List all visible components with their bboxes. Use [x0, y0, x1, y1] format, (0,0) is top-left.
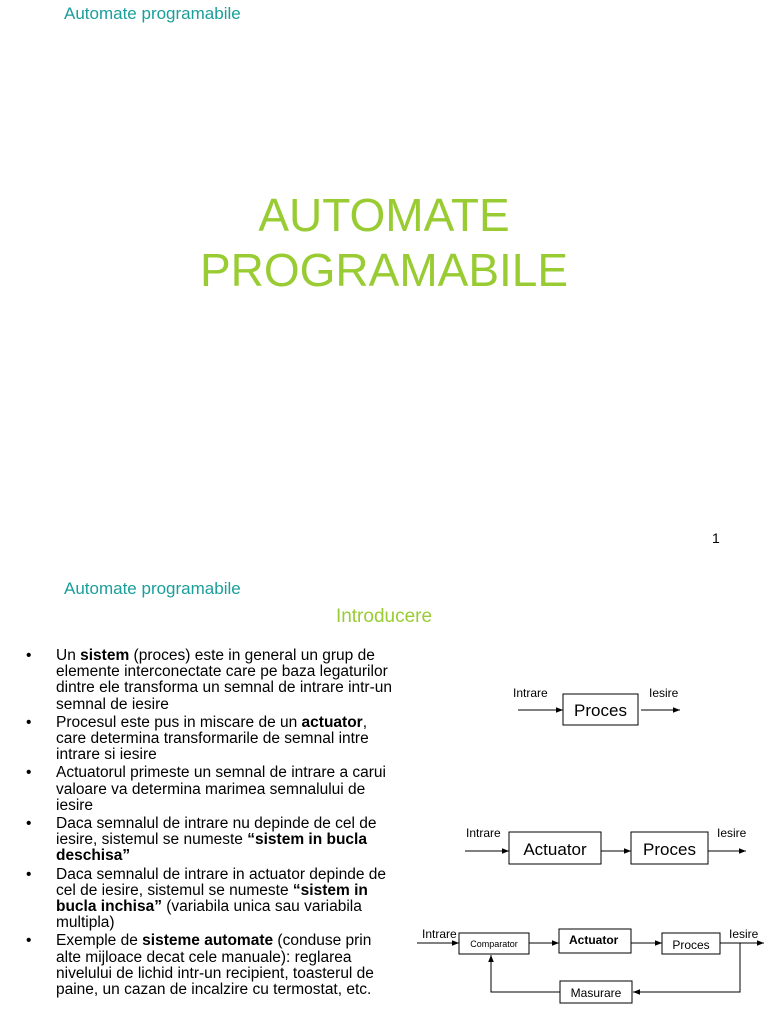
diagram1-process-label: Proces: [574, 701, 627, 720]
diagram-open-loop: [465, 826, 747, 864]
bullet-bold-text: “sistem in bucla deschisa”: [56, 831, 367, 865]
page-number: 1: [712, 530, 720, 546]
block-diagrams: [0, 560, 768, 1024]
diagram3-actuator-label: Actuator: [569, 933, 619, 947]
bullet-text: Actuatorul primeste un semnal de intrare a carui valoare va determina marimea semnalului de iesire: [56, 764, 386, 814]
diagram2-output-label: Iesire: [717, 826, 747, 840]
bullet-text: (variabila unica sau variabila multipla): [56, 898, 362, 932]
bullet-text: Procesul este pus in miscare de un: [56, 713, 302, 731]
diagram3-comparator-label: Comparator: [470, 939, 518, 949]
bullet-symbol: •: [26, 815, 32, 833]
bullet-text: , care determina transformarile de semnal intre intrare si iesire: [56, 713, 369, 764]
diagram1-input-label: Intrare: [513, 686, 548, 700]
bullet-text: (proces) este in general un grup de elemente interconectate care pe baza legaturilor dintre ele transforma un semnal de intrare intr-un semnal de iesire: [56, 647, 392, 713]
bullet-symbol: •: [26, 865, 32, 883]
bullet-text: Un: [56, 647, 81, 664]
diagram2-actuator-label: Actuator: [523, 840, 587, 859]
title-line-1: AUTOMATE: [258, 189, 510, 241]
bullet-text: Daca semnalul de intrare nu depinde de cel de iesire, sistemul se numeste: [56, 815, 377, 849]
diagram3-feedback-arrow-out: [491, 955, 560, 992]
bullet-text: Exemple de: [56, 932, 143, 950]
diagram2-process-label: Proces: [643, 840, 696, 859]
diagram3-input-label: Intrare: [422, 927, 457, 941]
slide-title: [0, 188, 768, 298]
diagram2-input-label: Intrare: [466, 826, 501, 840]
diagram3-measure-label: Masurare: [570, 986, 622, 1000]
bullet-symbol: •: [26, 764, 32, 782]
title-line-2: PROGRAMABILE: [199, 244, 569, 296]
slide-2: [0, 560, 768, 1024]
diagram-process: [513, 686, 680, 725]
slide-header: Automate programabile: [64, 4, 241, 23]
bullet-bold-text: “sistem in bucla inchisa”: [56, 881, 368, 916]
slide-header: Automate programabile: [64, 579, 241, 598]
bullet-text: (conduse prin alte mijloace decat cele manuale): reglarea nivelului de lichid intr-un recipient, toasterul de paine, un cazan de incalzire cu termostat, etc.: [56, 932, 374, 999]
slide-subtitle: Introducere: [335, 606, 433, 627]
bullet-symbol: •: [26, 713, 32, 731]
bullet-bold-text: actuator: [301, 713, 363, 731]
bullet-bold-text: sisteme automate: [142, 932, 274, 950]
bullet-bold-text: sistem: [80, 647, 130, 664]
diagram1-output-label: Iesire: [649, 686, 679, 700]
diagram3-process-label: Proces: [672, 938, 710, 952]
bullet-text: Daca semnalul de intrare in actuator depinde de cel de iesire, sistemul se numeste: [56, 865, 387, 899]
bullet-symbol: •: [26, 647, 32, 664]
diagram-closed-loop: [417, 927, 764, 1003]
diagram3-output-label: Iesire: [729, 927, 759, 941]
bullet-symbol: •: [26, 932, 32, 950]
